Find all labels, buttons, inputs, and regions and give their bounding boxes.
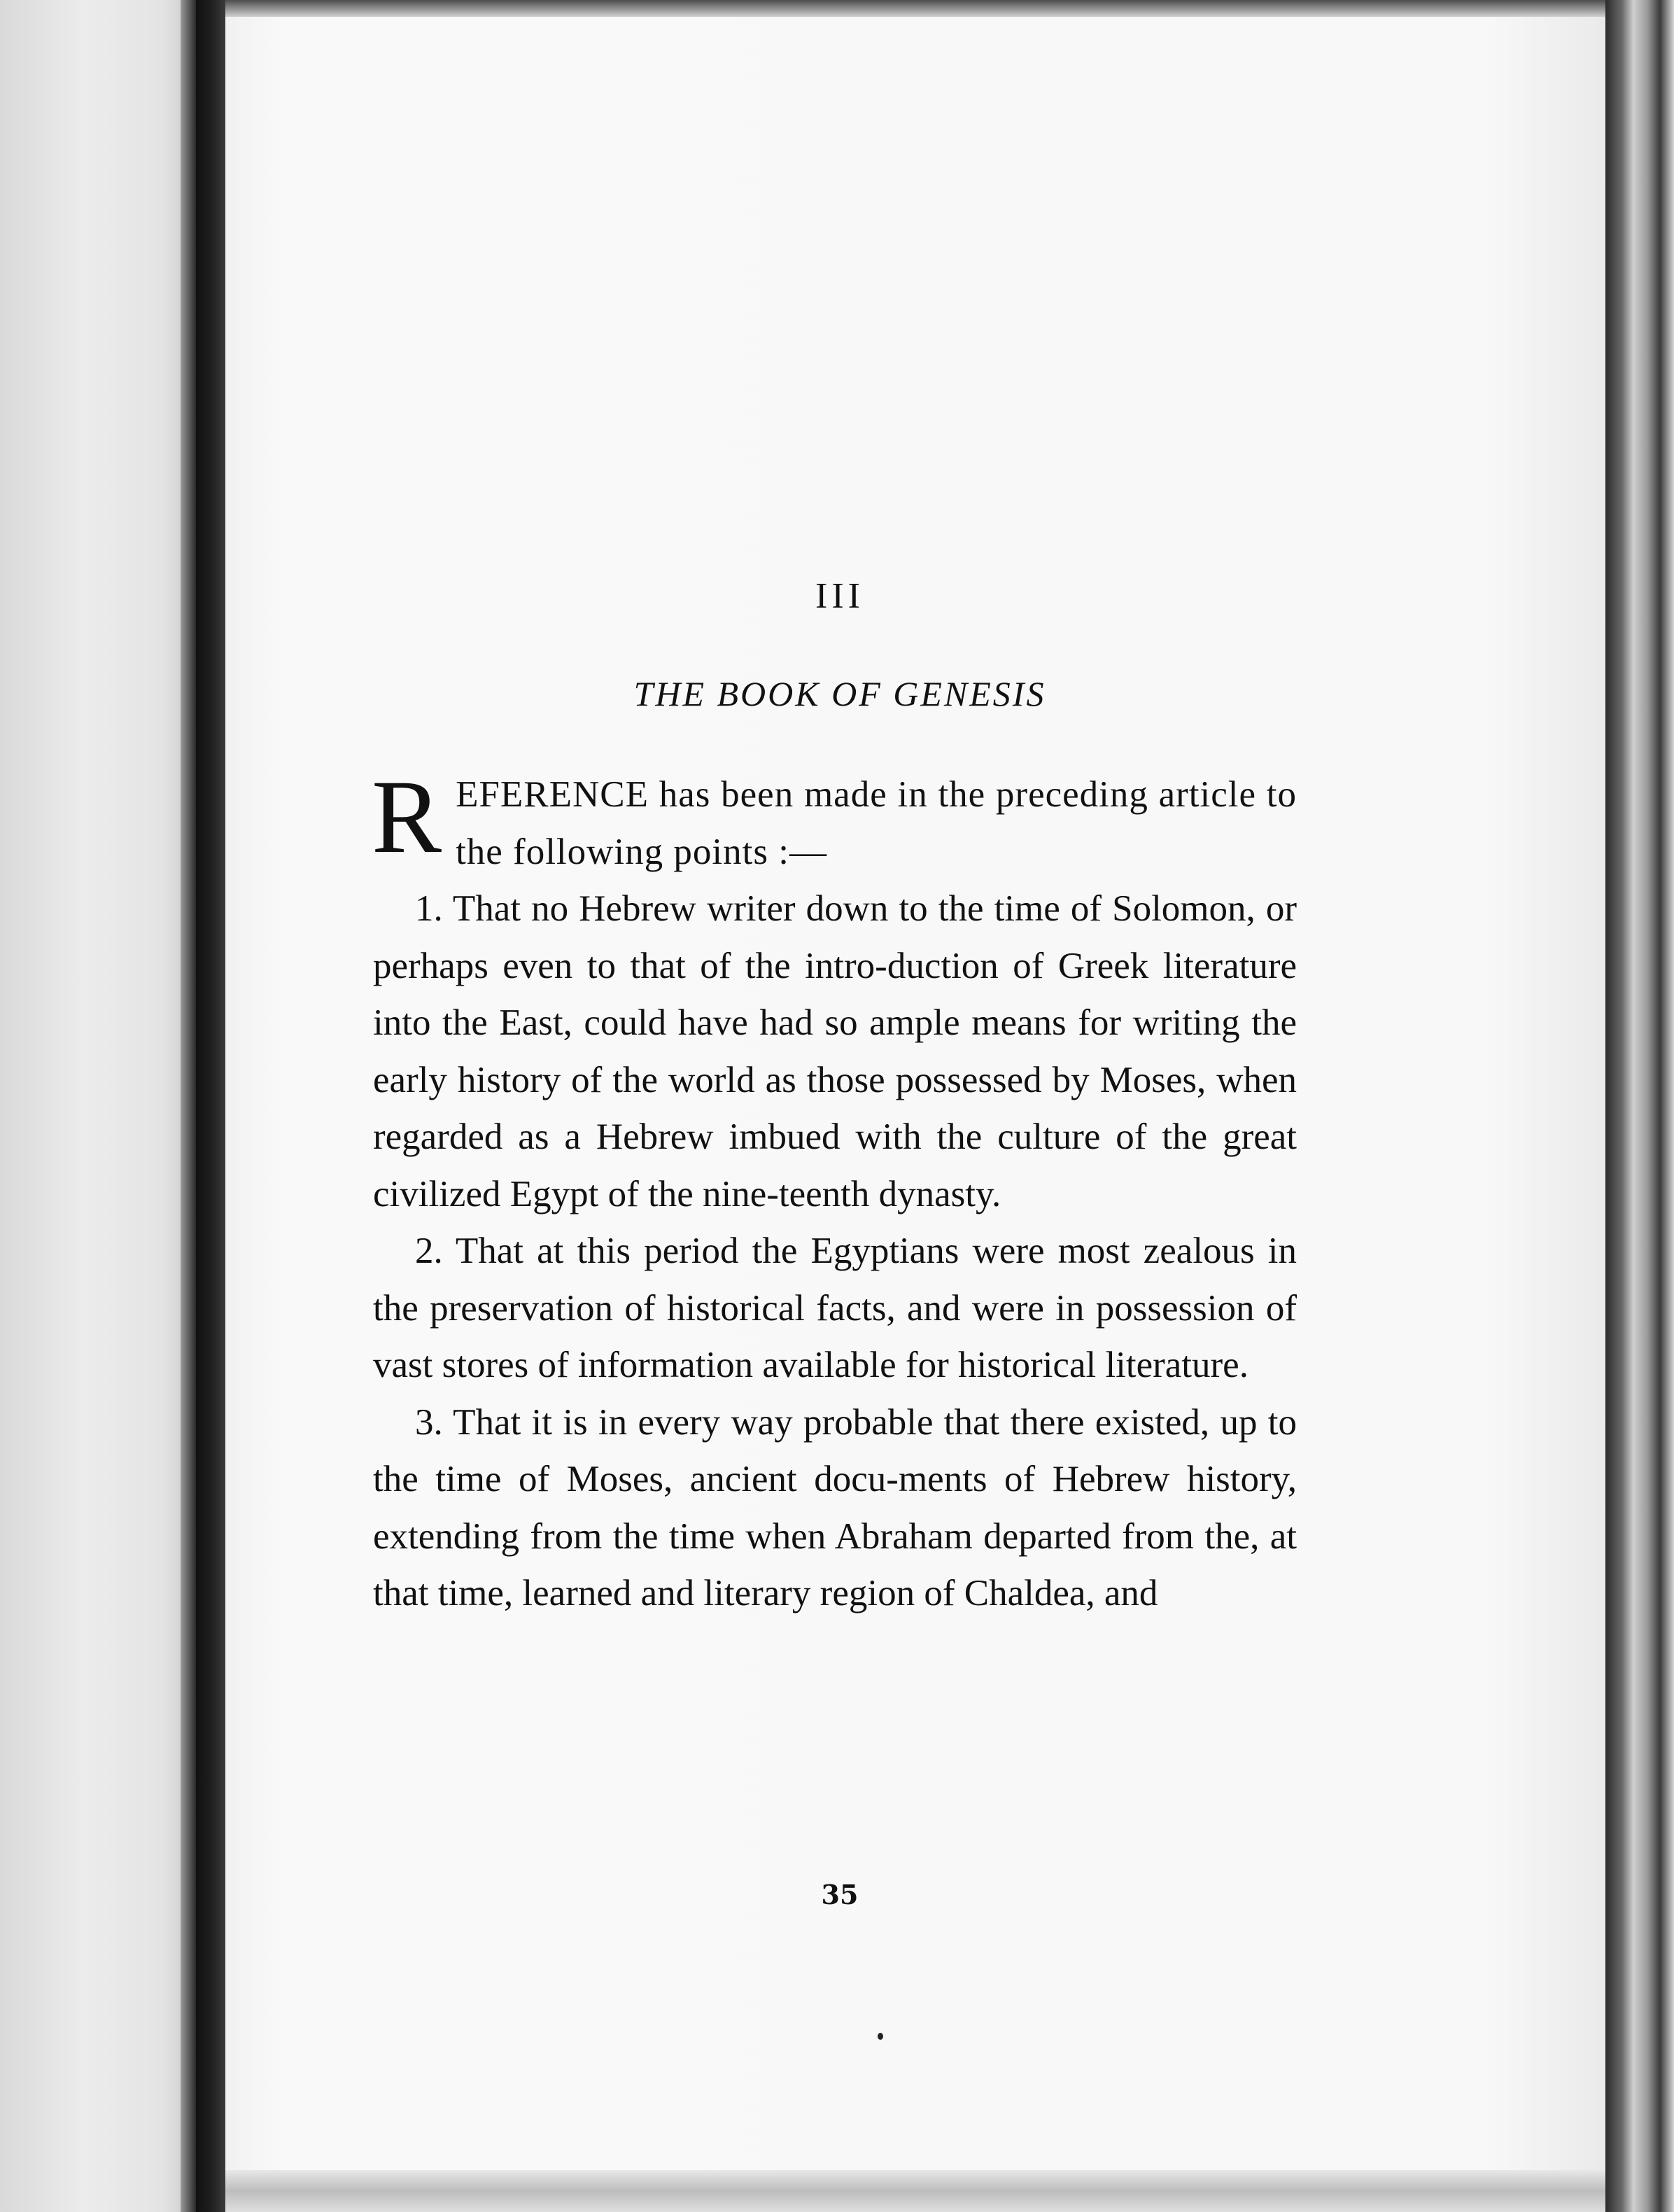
book-binding <box>196 0 225 2212</box>
ink-speck <box>878 2033 883 2040</box>
page-top-edge <box>225 0 1605 17</box>
chapter-number: III <box>815 576 864 616</box>
page-right-edge <box>1605 0 1674 2212</box>
paragraph-point-1: 1. That no Hebrew writer down to the time of Solomon, or perhaps even to that of the intro-duction of Greek literature into the East, could have had so ample means for writing the early history of the world as those possessed by Moses, when regarded as a Hebrew imbued with the culture of the great civilized Egypt of the nine-teenth dynasty. <box>373 888 1297 1214</box>
facing-page-shadow <box>181 0 196 2212</box>
paragraph-point-3: 3. That it is in every way probable that there existed, up to the time of Moses, ancient docu-ments of Hebrew history, extending from the time when Abraham departed from the, at that time, learned and literary region of Chaldea, and <box>373 1401 1297 1614</box>
drop-cap: R <box>372 759 442 875</box>
page-bottom-edge <box>225 2170 1605 2212</box>
facing-page-edge <box>0 0 189 2212</box>
paragraph-intro-text: EFERENCE has been made in the preceding article to the following points :— <box>456 774 1297 872</box>
chapter-title: THE BOOK OF GENESIS <box>633 674 1046 713</box>
page-number: 35 <box>821 1879 859 1910</box>
paragraph-point-2: 2. That at this period the Egyptians were most zealous in the preservation of historical facts, and were in possession of vast stores of information available for historical literature. <box>373 1231 1297 1385</box>
body-text <box>372 759 1297 1623</box>
paragraph-intro <box>372 759 1297 881</box>
